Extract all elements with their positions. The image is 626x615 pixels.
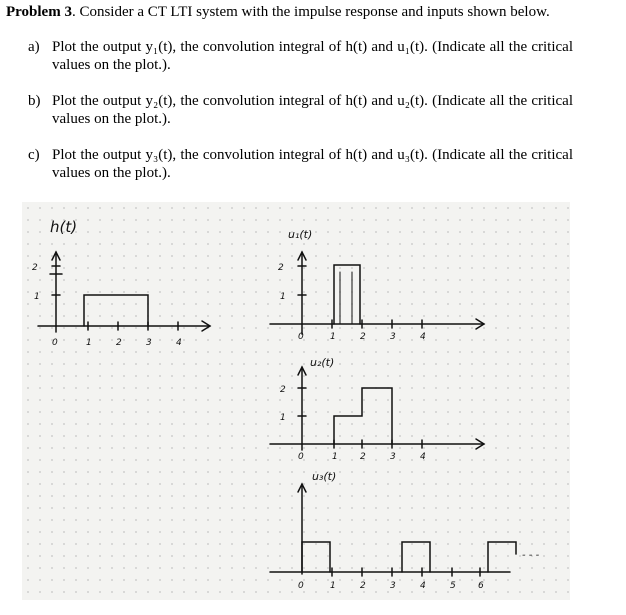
part-b-marker: b) bbox=[28, 93, 41, 109]
u1-xtick-3: 3 bbox=[390, 332, 396, 342]
problem-label: Problem 3 bbox=[6, 4, 72, 20]
part-a-text: Plot the output y₁(t), the convolution integral of h(t) and u₁(t). (Indicate all the critical values on the plot.). bbox=[52, 39, 573, 73]
u2-xtick-0: 0 bbox=[298, 452, 304, 462]
u2-ytick-2: 2 bbox=[280, 385, 286, 395]
h-ytick-1: 1 bbox=[34, 292, 40, 302]
h-xtick-0: 0 bbox=[52, 338, 58, 348]
u3-xtick-1: 1 bbox=[330, 581, 336, 591]
dot-grid-paper bbox=[22, 202, 570, 600]
problem-heading bbox=[6, 4, 550, 21]
u1-xtick-4: 4 bbox=[420, 332, 426, 342]
hand-drawn-figure bbox=[22, 202, 570, 600]
h-xtick-3: 3 bbox=[146, 338, 152, 348]
part-c-marker: c) bbox=[28, 147, 40, 163]
u2-xtick-1: 1 bbox=[332, 452, 338, 462]
u3-xtick-2: 2 bbox=[360, 581, 366, 591]
u2-xtick-3: 3 bbox=[390, 452, 396, 462]
u1-xtick-1: 1 bbox=[330, 332, 336, 342]
h-xtick-1: 1 bbox=[86, 338, 92, 348]
u2-ytick-1: 1 bbox=[280, 413, 286, 423]
u3-label: u₃(t) bbox=[312, 470, 337, 483]
part-b-text: Plot the output y₂(t), the convolution integral of h(t) and u₂(t). (Indicate all the critical values on the plot.). bbox=[52, 93, 573, 127]
part-b bbox=[28, 92, 573, 128]
u1-label: u₁(t) bbox=[288, 228, 313, 241]
u3-ellipsis: - - - bbox=[522, 550, 540, 561]
part-a-marker: a) bbox=[28, 39, 40, 55]
part-c bbox=[28, 146, 573, 182]
u2-xtick-2: 2 bbox=[360, 452, 366, 462]
u1-ytick-1: 1 bbox=[280, 292, 286, 302]
h-ytick-2: 2 bbox=[32, 263, 38, 273]
u2-xtick-4: 4 bbox=[420, 452, 426, 462]
part-a bbox=[28, 38, 573, 74]
figure-svg bbox=[22, 202, 570, 600]
h-xtick-4: 4 bbox=[176, 338, 182, 348]
u1-xtick-2: 2 bbox=[360, 332, 366, 342]
problem-intro: . Consider a CT LTI system with the impulse response and inputs shown below. bbox=[71, 4, 550, 20]
h-xtick-2: 2 bbox=[116, 338, 122, 348]
part-c-text: Plot the output y₃(t), the convolution integral of h(t) and u₃(t). (Indicate all the critical values on the plot.). bbox=[52, 147, 573, 181]
u3-xtick-4: 4 bbox=[420, 581, 426, 591]
u3-xtick-0: 0 bbox=[298, 581, 304, 591]
u3-xtick-5: 5 bbox=[450, 581, 456, 591]
u1-ytick-2: 2 bbox=[278, 263, 284, 273]
h-label: h(t) bbox=[50, 218, 78, 236]
u2-label: u₂(t) bbox=[310, 356, 335, 369]
u3-xtick-3: 3 bbox=[390, 581, 396, 591]
u1-xtick-0: 0 bbox=[298, 332, 304, 342]
u3-xtick-6: 6 bbox=[478, 581, 484, 591]
